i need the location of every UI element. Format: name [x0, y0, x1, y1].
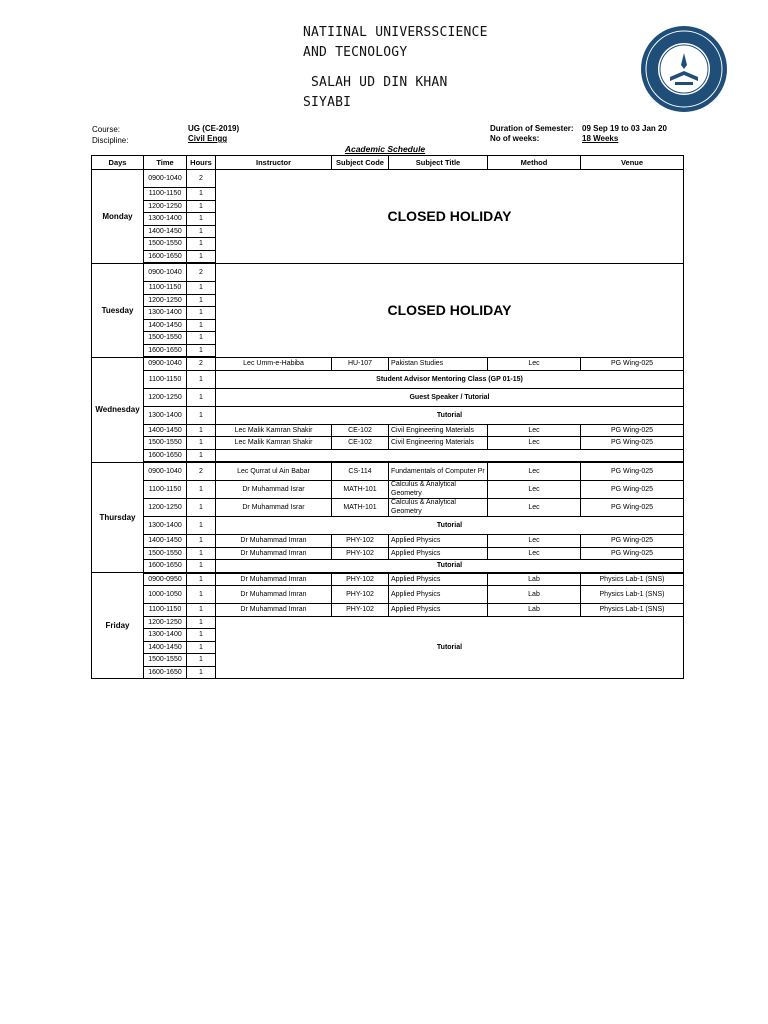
duration-label: Duration of Semester: [490, 124, 574, 133]
table-row [92, 616, 684, 629]
title-cell: Fundamentals of Computer Pr [389, 462, 488, 481]
code-cell: CS-114 [332, 462, 389, 481]
instructor-cell: Lec Qurrat ul Ain Babar [216, 462, 332, 481]
header-line-4: SIYABI [303, 95, 352, 110]
header-line-2: AND TECNOLOGY [303, 45, 408, 60]
hours-cell: 1 [187, 188, 216, 201]
code-cell: HU-107 [332, 357, 389, 370]
table-row [92, 437, 684, 450]
code-cell: PHY-102 [332, 586, 389, 604]
hours-cell: 1 [187, 641, 216, 654]
title-cell: Applied Physics [389, 604, 488, 617]
hours-cell: 1 [187, 307, 216, 320]
time-cell: 1300-1400 [144, 629, 187, 642]
instructor-cell: Lec Malik Kamran Shakir [216, 424, 332, 437]
hours-cell: 1 [187, 586, 216, 604]
method-cell: Lec [488, 499, 581, 517]
course-label: Course: [92, 125, 121, 134]
instructor-cell: Lec Malik Kamran Shakir [216, 437, 332, 450]
col-header: Instructor [216, 156, 332, 170]
table-row [92, 424, 684, 437]
day-label: Thursday [92, 462, 144, 573]
col-header: Venue [581, 156, 684, 170]
instructor-cell: Dr Muhammad Israr [216, 481, 332, 499]
time-cell: 0900-1040 [144, 462, 187, 481]
code-cell: CE-102 [332, 424, 389, 437]
time-cell: 1300-1400 [144, 307, 187, 320]
hours-cell: 2 [187, 263, 216, 282]
table-row [92, 388, 684, 406]
time-cell: 1500-1550 [144, 437, 187, 450]
method-cell: Lec [488, 481, 581, 499]
time-cell: 1500-1550 [144, 547, 187, 560]
hours-cell: 1 [187, 332, 216, 345]
weeks-value: 18 Weeks [582, 134, 619, 143]
col-header: Subject Code [332, 156, 389, 170]
time-cell: 1100-1150 [144, 604, 187, 617]
table-row [92, 499, 684, 517]
table-row [92, 481, 684, 499]
table-row [92, 560, 684, 573]
table-row [92, 462, 684, 481]
tutorial-cell: Tutorial [216, 616, 684, 679]
col-header: Method [488, 156, 581, 170]
hours-cell: 1 [187, 573, 216, 586]
time-cell: 0900-1040 [144, 170, 187, 188]
guest-speaker-cell: Guest Speaker / Tutorial [216, 388, 684, 406]
time-cell: 1200-1250 [144, 388, 187, 406]
time-cell: 1400-1450 [144, 319, 187, 332]
method-cell: Lec [488, 535, 581, 548]
discipline-value: Civil Engg [188, 134, 228, 143]
venue-cell: PG Wing-025 [581, 547, 684, 560]
hours-cell: 2 [187, 357, 216, 370]
code-cell: PHY-102 [332, 573, 389, 586]
title-cell: Calculus & Analytical Geometry [389, 481, 488, 499]
venue-cell: Physics Lab-1 (SNS) [581, 586, 684, 604]
col-header: Subject Title [389, 156, 488, 170]
venue-cell: PG Wing-025 [581, 462, 684, 481]
hours-cell: 2 [187, 462, 216, 481]
header-line-3: SALAH UD DIN KHAN [303, 75, 448, 90]
time-cell: 1600-1650 [144, 560, 187, 573]
time-cell: 1600-1650 [144, 666, 187, 679]
hours-cell: 1 [187, 629, 216, 642]
time-cell: 1000-1050 [144, 586, 187, 604]
hours-cell: 1 [187, 200, 216, 213]
table-row [92, 517, 684, 535]
method-cell: Lec [488, 357, 581, 370]
venue-cell: Physics Lab-1 (SNS) [581, 573, 684, 586]
title-cell: Pakistan Studies [389, 357, 488, 370]
time-cell: 1200-1250 [144, 200, 187, 213]
hours-cell: 1 [187, 437, 216, 450]
hours-cell: 1 [187, 319, 216, 332]
time-cell: 0900-1040 [144, 357, 187, 370]
title-cell: Applied Physics [389, 535, 488, 548]
venue-cell: PG Wing-025 [581, 535, 684, 548]
schedule-table [91, 155, 684, 679]
code-cell: MATH-101 [332, 499, 389, 517]
title-cell: Civil Engineering Materials [389, 437, 488, 450]
time-cell: 1600-1650 [144, 344, 187, 357]
day-label: Wednesday [92, 357, 144, 462]
hours-cell: 1 [187, 535, 216, 548]
time-cell: 0900-1040 [144, 263, 187, 282]
instructor-cell: Dr Muhammad Imran [216, 586, 332, 604]
time-cell: 1400-1450 [144, 535, 187, 548]
table-row [92, 573, 684, 586]
mentoring-class-cell: Student Advisor Mentoring Class (GP 01-15) [216, 370, 684, 388]
course-value: UG (CE-2019) [188, 124, 240, 133]
hours-cell: 1 [187, 616, 216, 629]
day-label: Friday [92, 573, 144, 679]
hours-cell: 1 [187, 499, 216, 517]
hours-cell: 1 [187, 238, 216, 251]
hours-cell: 1 [187, 424, 216, 437]
code-cell: PHY-102 [332, 604, 389, 617]
table-row [92, 406, 684, 424]
hours-cell: 1 [187, 666, 216, 679]
empty-cell [216, 449, 684, 462]
hours-cell: 1 [187, 370, 216, 388]
time-cell: 1400-1450 [144, 641, 187, 654]
title-cell: Applied Physics [389, 547, 488, 560]
code-cell: PHY-102 [332, 535, 389, 548]
method-cell: Lab [488, 586, 581, 604]
hours-cell: 1 [187, 213, 216, 226]
hours-cell: 1 [187, 388, 216, 406]
table-row [92, 547, 684, 560]
table-row [92, 586, 684, 604]
time-cell: 1400-1450 [144, 225, 187, 238]
hours-cell: 1 [187, 406, 216, 424]
hours-cell: 1 [187, 481, 216, 499]
time-cell: 1500-1550 [144, 654, 187, 667]
table-row [92, 449, 684, 462]
time-cell: 1400-1450 [144, 424, 187, 437]
method-cell: Lab [488, 573, 581, 586]
table-row [92, 263, 684, 282]
col-header: Days [92, 156, 144, 170]
code-cell: CE-102 [332, 437, 389, 450]
hours-cell: 1 [187, 344, 216, 357]
table-row [92, 604, 684, 617]
method-cell: Lab [488, 604, 581, 617]
col-header: Time [144, 156, 187, 170]
holiday-banner: CLOSED HOLIDAY [216, 263, 684, 357]
header-line-1: NATIINAL UNIVERSSCIENCE [303, 25, 488, 40]
holiday-banner: CLOSED HOLIDAY [216, 170, 684, 264]
university-seal-icon [640, 25, 728, 113]
time-cell: 1500-1550 [144, 238, 187, 251]
weeks-label: No of weeks: [490, 134, 540, 143]
tutorial-cell: Tutorial [216, 560, 684, 573]
code-cell: MATH-101 [332, 481, 389, 499]
title-cell: Civil Engineering Materials [389, 424, 488, 437]
table-row [92, 370, 684, 388]
duration-value: 09 Sep 19 to 03 Jan 20 [582, 124, 667, 133]
hours-cell: 1 [187, 294, 216, 307]
method-cell: Lec [488, 547, 581, 560]
tutorial-cell: Tutorial [216, 406, 684, 424]
time-cell: 1200-1250 [144, 616, 187, 629]
instructor-cell: Dr Muhammad Israr [216, 499, 332, 517]
hours-cell: 1 [187, 225, 216, 238]
venue-cell: Physics Lab-1 (SNS) [581, 604, 684, 617]
time-cell: 1100-1150 [144, 282, 187, 295]
hours-cell: 1 [187, 604, 216, 617]
title-cell: Applied Physics [389, 586, 488, 604]
schedule-title: Academic Schedule [344, 144, 426, 154]
col-header: Hours [187, 156, 216, 170]
instructor-cell: Dr Muhammad Imran [216, 573, 332, 586]
method-cell: Lec [488, 462, 581, 481]
method-cell: Lec [488, 437, 581, 450]
table-header [92, 156, 684, 170]
title-cell: Applied Physics [389, 573, 488, 586]
time-cell: 1100-1150 [144, 188, 187, 201]
time-cell: 1200-1250 [144, 294, 187, 307]
time-cell: 1100-1150 [144, 481, 187, 499]
instructor-cell: Dr Muhammad Imran [216, 604, 332, 617]
hours-cell: 1 [187, 547, 216, 560]
method-cell: Lec [488, 424, 581, 437]
time-cell: 1300-1400 [144, 517, 187, 535]
instructor-cell: Dr Muhammad Imran [216, 535, 332, 548]
day-label: Monday [92, 170, 144, 264]
venue-cell: PG Wing-025 [581, 424, 684, 437]
venue-cell: PG Wing-025 [581, 357, 684, 370]
hours-cell: 1 [187, 449, 216, 462]
venue-cell: PG Wing-025 [581, 481, 684, 499]
instructor-cell: Lec Umm-e-Habiba [216, 357, 332, 370]
table-row [92, 535, 684, 548]
day-label: Tuesday [92, 263, 144, 357]
venue-cell: PG Wing-025 [581, 437, 684, 450]
time-cell: 1100-1150 [144, 370, 187, 388]
time-cell: 1300-1400 [144, 213, 187, 226]
hours-cell: 1 [187, 654, 216, 667]
time-cell: 1600-1650 [144, 449, 187, 462]
hours-cell: 1 [187, 517, 216, 535]
time-cell: 1300-1400 [144, 406, 187, 424]
time-cell: 1600-1650 [144, 250, 187, 263]
tutorial-cell: Tutorial [216, 517, 684, 535]
table-row [92, 357, 684, 370]
title-cell: Calculus & Analytical Geometry [389, 499, 488, 517]
hours-cell: 2 [187, 170, 216, 188]
table-row [92, 170, 684, 188]
hours-cell: 1 [187, 250, 216, 263]
time-cell: 1500-1550 [144, 332, 187, 345]
code-cell: PHY-102 [332, 547, 389, 560]
instructor-cell: Dr Muhammad Imran [216, 547, 332, 560]
hours-cell: 1 [187, 282, 216, 295]
time-cell: 1200-1250 [144, 499, 187, 517]
discipline-label: Discipline: [92, 136, 129, 145]
time-cell: 0900-0950 [144, 573, 187, 586]
venue-cell: PG Wing-025 [581, 499, 684, 517]
hours-cell: 1 [187, 560, 216, 573]
